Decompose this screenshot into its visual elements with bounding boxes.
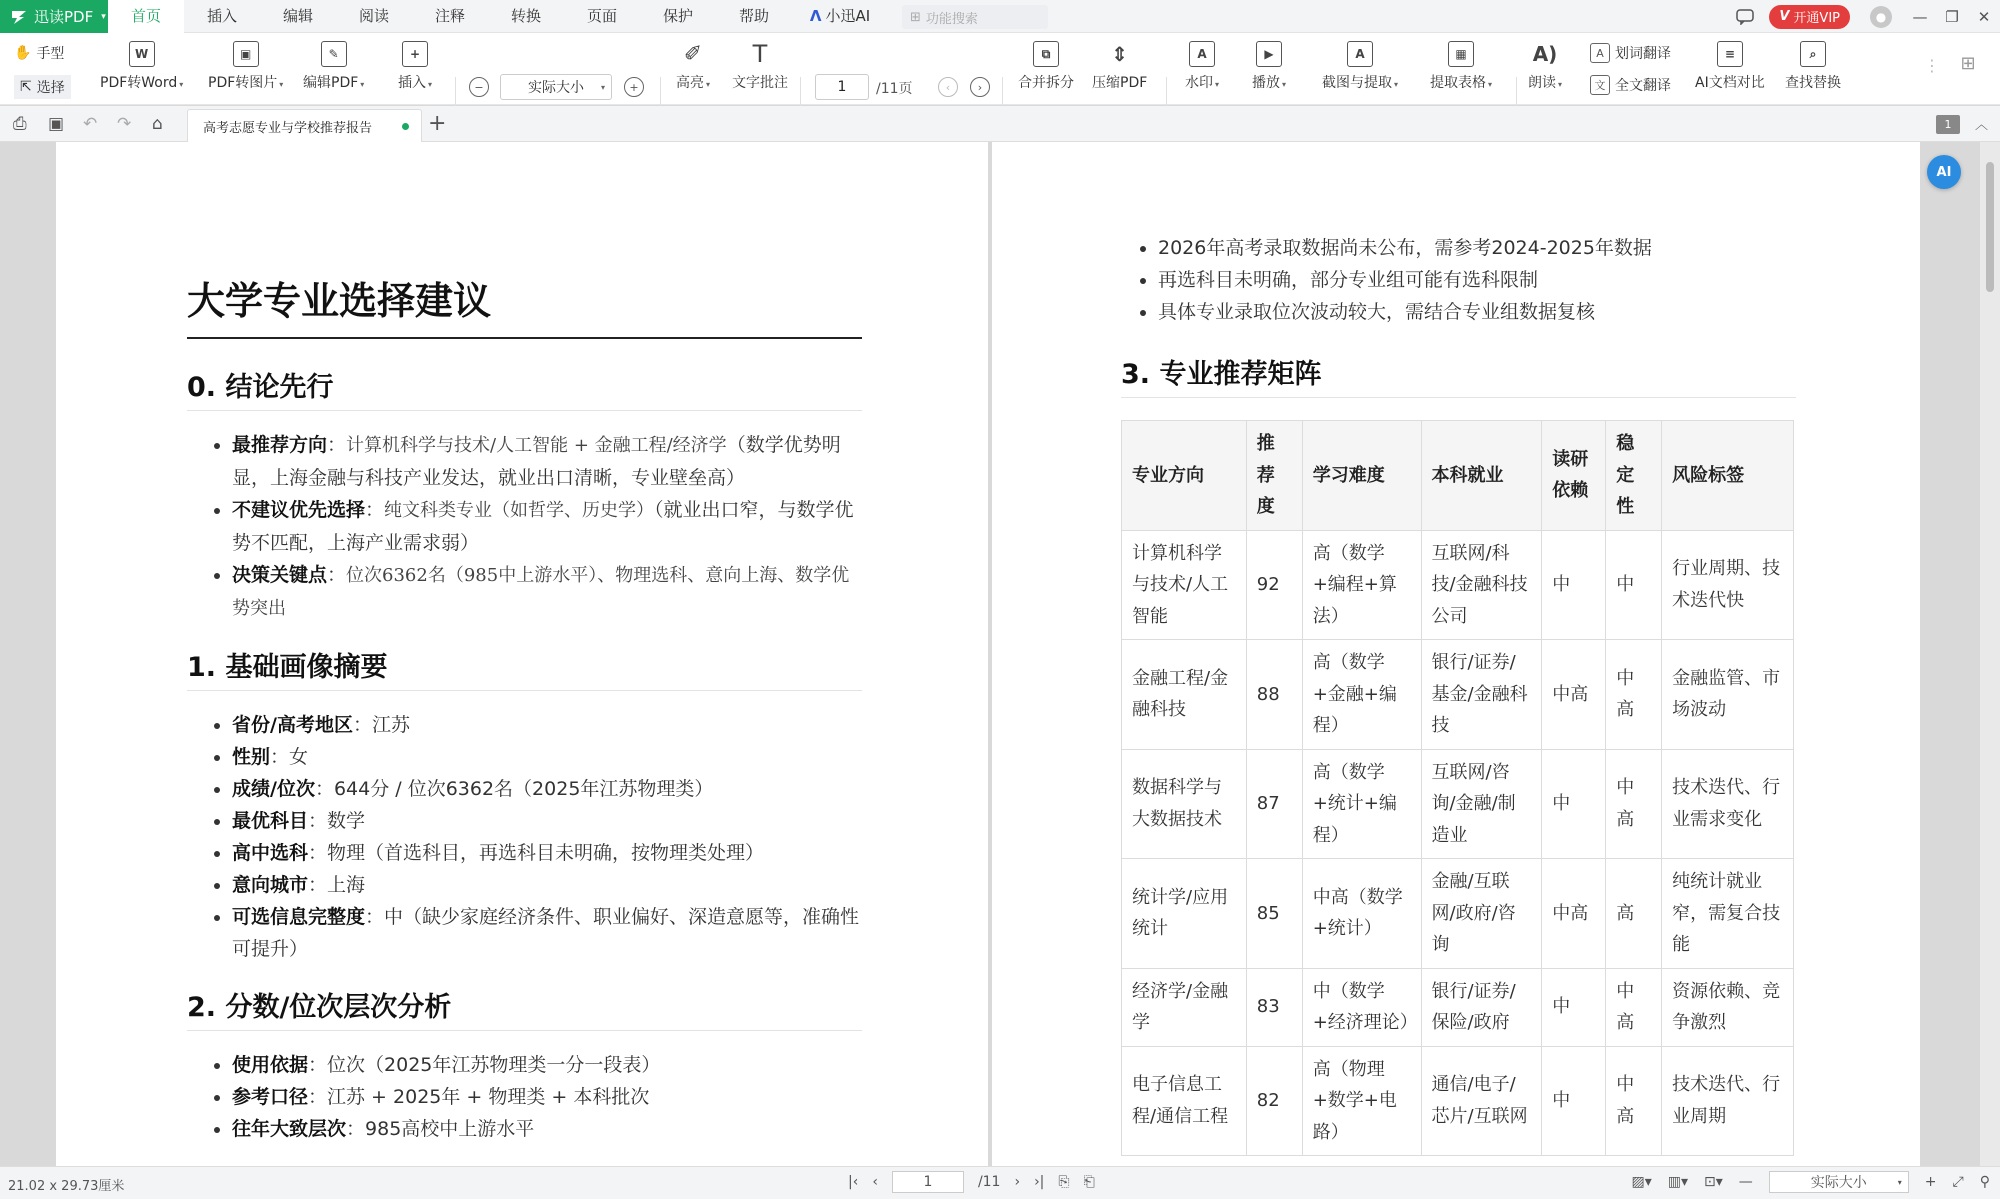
ai-compare-label: AI文档对比 xyxy=(1695,75,1765,91)
word-translate-button[interactable] xyxy=(1590,43,1671,63)
table-cell: 技术迭代、行业周期 xyxy=(1662,1046,1794,1156)
menu-ai[interactable] xyxy=(792,0,888,33)
ribbon-toolbar xyxy=(0,33,2000,105)
read-aloud-button[interactable] xyxy=(1528,41,1562,92)
text-note-icon: T xyxy=(752,40,768,68)
table-row xyxy=(1122,859,1794,969)
play-label: 播放 ▾ xyxy=(1252,75,1287,91)
app-name: 迅读PDF xyxy=(34,8,94,26)
table-icon: ▦ xyxy=(1448,41,1474,67)
highlight-button[interactable] xyxy=(676,41,710,92)
prev-page-icon[interactable]: ‹ xyxy=(872,1174,878,1190)
pdf-to-image-button[interactable] xyxy=(208,41,283,92)
table-row xyxy=(1122,749,1794,859)
table-cell: 金融监管、市场波动 xyxy=(1662,640,1794,750)
list-item: • 省份/高考地区：江苏 xyxy=(232,709,862,741)
compress-icon: ⇕ xyxy=(1111,42,1129,66)
page-2-content xyxy=(1121,232,1796,1156)
ai-compare-button[interactable] xyxy=(1695,41,1765,92)
column-header: 读研依赖 xyxy=(1542,421,1606,531)
table-cell: 经济学/金融学 xyxy=(1122,968,1247,1046)
speaker-icon: A) xyxy=(1532,42,1558,66)
screenshot-icon: A xyxy=(1347,41,1373,67)
undo-icon[interactable]: ↶ xyxy=(83,114,98,134)
table-cell: 88 xyxy=(1246,640,1302,750)
column-header: 稳定性 xyxy=(1606,421,1662,531)
status-page-input[interactable] xyxy=(892,1171,964,1193)
column-header: 学习难度 xyxy=(1302,421,1421,531)
table-cell: 电子信息工程/通信工程 xyxy=(1122,1046,1247,1156)
table-cell: 92 xyxy=(1246,530,1302,640)
redo-icon[interactable]: ↷ xyxy=(117,114,132,134)
menu-protect[interactable]: 保护 xyxy=(662,7,693,25)
profile-list xyxy=(187,709,862,965)
list-item: • 可选信息完整度：中（缺少家庭经济条件、职业偏好、深造意愿等，准确性可提升） xyxy=(232,901,862,965)
table-cell: 中高 xyxy=(1542,859,1606,969)
pdf-to-image-label: PDF转图片 ▾ xyxy=(208,75,284,91)
compress-label: 压缩PDF xyxy=(1092,75,1148,91)
menu-annotate[interactable]: 注释 xyxy=(434,7,465,25)
page-size-readout: 21.02 x 29.73厘米 xyxy=(8,1179,125,1194)
table-cell: 中 xyxy=(1606,530,1662,640)
list-item: • 参考口径：江苏 + 2025年 + 物理类 + 本科批次 xyxy=(232,1081,862,1113)
menu-edit[interactable]: 编辑 xyxy=(282,7,313,25)
select-tool[interactable] xyxy=(14,75,71,99)
score-analysis-list xyxy=(187,1049,862,1145)
watermark-button[interactable] xyxy=(1185,41,1219,92)
translate-icon: A xyxy=(1590,43,1610,63)
next-page-icon[interactable]: › xyxy=(970,77,990,97)
zoom-in-icon[interactable]: + xyxy=(624,77,644,97)
menu-bar xyxy=(0,0,2000,33)
print-icon[interactable]: ⎙ xyxy=(13,114,27,134)
more-icon[interactable]: ⋮ xyxy=(1924,55,1940,75)
page-total-label: /11页 xyxy=(876,81,913,97)
column-header: 推荐度 xyxy=(1246,421,1302,531)
list-item: • 最优科目：数学 xyxy=(232,805,862,837)
app-menu-button[interactable] xyxy=(0,0,108,33)
table-cell: 中高（数学+统计） xyxy=(1302,859,1421,969)
table-cell: 银行/证券/基金/金融科技 xyxy=(1421,640,1542,750)
list-item: • 不建议优先选择：纯文科类专业（如哲学、历史学）（就业出口窄，与数学优势不匹配，上海产业需求弱） xyxy=(232,494,862,559)
function-search[interactable] xyxy=(902,5,1048,29)
translate-icon: 文 xyxy=(1590,75,1610,95)
zoom-in-icon[interactable]: + xyxy=(1924,1174,1937,1190)
page-total xyxy=(876,78,913,98)
minimize-icon[interactable]: — xyxy=(1912,7,1928,26)
edit-pdf-label: 编辑PDF ▾ xyxy=(303,75,365,91)
list-item: • 成绩/位次：644分 / 位次6362名（2025年江苏物理类） xyxy=(232,773,862,805)
menu-home[interactable]: 首页 xyxy=(108,0,184,33)
page-current-value: 1 xyxy=(837,79,847,95)
edit-icon: ✎ xyxy=(321,41,347,67)
watermark-icon: A xyxy=(1189,41,1215,67)
app-logo-icon xyxy=(10,8,28,26)
menu-insert[interactable]: 插入 xyxy=(206,7,237,25)
grid-icon[interactable]: ⊞ xyxy=(1960,52,1976,74)
table-cell: 统计学/应用统计 xyxy=(1122,859,1247,969)
chevron-down-icon: ▾ xyxy=(1897,1177,1902,1187)
text-note-label: 文字批注 xyxy=(732,75,788,91)
compress-button[interactable] xyxy=(1092,41,1147,92)
table-cell: 中高 xyxy=(1606,749,1662,859)
close-icon[interactable]: ✕ xyxy=(1977,7,1991,26)
table-cell: 银行/证券/保险/政府 xyxy=(1421,968,1542,1046)
table-cell: 互联网/咨询/金融/制造业 xyxy=(1421,749,1542,859)
full-translate-label: 全文翻译 xyxy=(1615,78,1671,94)
table-cell: 中 xyxy=(1542,1046,1606,1156)
ai-logo-icon: Λ xyxy=(809,7,822,25)
pdf-page-1 xyxy=(56,142,988,1166)
page-mode-icon[interactable]: ⊡▾ xyxy=(1704,1174,1723,1190)
menu-page[interactable]: 页面 xyxy=(586,7,617,25)
status-bar xyxy=(0,1166,2000,1199)
prev-page-icon[interactable]: ‹ xyxy=(938,77,958,97)
menu-help[interactable]: 帮助 xyxy=(738,7,769,25)
chevron-down-icon: ▾ xyxy=(101,11,106,22)
table-cell: 中（数学+经济理论） xyxy=(1302,968,1421,1046)
save-icon[interactable]: ▣ xyxy=(48,114,65,134)
table-cell: 中 xyxy=(1542,749,1606,859)
grid-search-icon: ⊞ xyxy=(910,9,921,25)
background-color-icon[interactable]: ▨▾ xyxy=(1631,1174,1652,1190)
list-item: • 最推荐方向：计算机科学与技术/人工智能 + 金融工程/经济学（数学优势明显，上海金融与科技产业发达，就业出口清晰，专业壁垒高） xyxy=(232,429,862,494)
conclusion-list xyxy=(187,429,862,625)
table-row xyxy=(1122,640,1794,750)
zoom-select[interactable] xyxy=(500,74,612,100)
pin-icon[interactable]: ⚲ xyxy=(1979,1174,1990,1190)
first-page-icon[interactable]: |‹ xyxy=(848,1174,859,1190)
document-title: 大学专业选择建议 xyxy=(187,270,862,339)
table-cell: 金融/互联网/政府/咨询 xyxy=(1421,859,1542,969)
find-replace-label: 查找替换 xyxy=(1785,75,1841,91)
vip-button[interactable] xyxy=(1769,5,1850,29)
main-menu xyxy=(108,0,888,33)
table-cell: 行业周期、技术迭代快 xyxy=(1662,530,1794,640)
table-cell: 中高 xyxy=(1606,640,1662,750)
table-cell: 计算机科学与技术/人工智能 xyxy=(1122,530,1247,640)
play-button[interactable] xyxy=(1252,41,1286,92)
insert-label: 插入 ▾ xyxy=(398,75,433,91)
insert-button[interactable] xyxy=(398,41,432,92)
table-cell: 数据科学与大数据技术 xyxy=(1122,749,1247,859)
table-cell: 技术迭代、行业需求变化 xyxy=(1662,749,1794,859)
column-header: 风险标签 xyxy=(1662,421,1794,531)
column-header: 本科就业 xyxy=(1421,421,1542,531)
table-cell: 高（数学+编程+算法） xyxy=(1302,530,1421,640)
page-number-input[interactable] xyxy=(815,74,869,100)
table-row xyxy=(1122,1046,1794,1156)
table-cell: 高（数学+统计+编程） xyxy=(1302,749,1421,859)
find-replace-button[interactable] xyxy=(1785,41,1841,92)
screenshot-button[interactable] xyxy=(1322,41,1398,92)
word-icon: W xyxy=(129,41,155,67)
document-viewport[interactable] xyxy=(0,142,2000,1166)
section-heading-3: 3. 专业推荐矩阵 xyxy=(1121,352,1796,398)
major-recommendation-table xyxy=(1121,420,1794,1156)
zoom-value: 实际大小 xyxy=(528,80,584,96)
last-page-icon[interactable]: ›| xyxy=(1034,1174,1045,1190)
pdf-to-word-button[interactable] xyxy=(100,41,183,92)
page-navigation xyxy=(848,1171,1095,1193)
edit-pdf-button[interactable] xyxy=(303,41,364,92)
table-cell: 互联网/科技/金融科技公司 xyxy=(1421,530,1542,640)
list-item: • 2026年高考录取数据尚未公布，需参考2024-2025年数据 xyxy=(1158,232,1796,264)
document-tab-bar xyxy=(0,106,2000,142)
table-cell: 通信/电子/芯片/互联网 xyxy=(1421,1046,1542,1156)
image-icon: ▣ xyxy=(233,41,259,67)
section-heading-0: 0. 结论先行 xyxy=(187,365,862,411)
highlight-label: 高亮 ▾ xyxy=(676,75,711,91)
table-cell: 纯统计就业窄，需复合技能 xyxy=(1662,859,1794,969)
read-aloud-label: 朗读 ▾ xyxy=(1528,75,1563,91)
table-cell: 高（数学+金融+编程） xyxy=(1302,640,1421,750)
hand-icon: ✋ xyxy=(14,45,32,61)
table-row xyxy=(1122,968,1794,1046)
watermark-label: 水印 ▾ xyxy=(1185,75,1220,91)
fullscreen-icon[interactable]: ⤢ xyxy=(1952,1174,1964,1190)
table-cell: 金融工程/金融科技 xyxy=(1122,640,1247,750)
unsaved-dot-icon xyxy=(402,123,409,130)
vertical-scrollbar[interactable] xyxy=(1980,142,2000,1166)
table-cell: 中高 xyxy=(1606,1046,1662,1156)
select-tool-label: 选择 xyxy=(36,80,65,96)
list-item: • 决策关键点：位次6362名（985中上游水平）、物理选科、意向上海、数学优势突出 xyxy=(232,559,862,625)
view-controls xyxy=(1632,1171,1991,1193)
home-icon[interactable]: ⌂ xyxy=(152,114,163,134)
menu-read[interactable]: 阅读 xyxy=(358,7,389,25)
list-item: • 性别：女 xyxy=(232,741,862,773)
layout-icon[interactable]: ▥▾ xyxy=(1667,1174,1689,1190)
list-item: • 具体专业录取位次波动较大，需结合专业组数据复核 xyxy=(1158,296,1796,328)
status-zoom-select[interactable] xyxy=(1769,1171,1909,1193)
message-icon[interactable] xyxy=(1729,0,1761,33)
word-translate-label: 划词翻译 xyxy=(1615,46,1671,62)
text-note-button[interactable] xyxy=(732,41,788,92)
cursor-icon: ⇱ xyxy=(20,79,32,95)
highlight-icon: ✐ xyxy=(683,41,703,67)
page-1-content xyxy=(187,270,862,1145)
table-cell: 中 xyxy=(1542,968,1606,1046)
avatar[interactable]: ● xyxy=(1870,6,1892,28)
zoom-out-icon[interactable]: − xyxy=(469,77,489,97)
zoom-out-icon[interactable]: — xyxy=(1738,1174,1753,1190)
vip-icon: V xyxy=(1779,9,1790,24)
table-cell: 82 xyxy=(1246,1046,1302,1156)
vip-label: 开通VIP xyxy=(1793,11,1840,26)
table-cell: 中 xyxy=(1542,530,1606,640)
menu-convert[interactable]: 转换 xyxy=(510,7,541,25)
section-heading-2: 2. 分数/位次层次分析 xyxy=(187,985,862,1031)
table-row xyxy=(1122,530,1794,640)
table-cell: 高（物理+数学+电路） xyxy=(1302,1046,1421,1156)
list-item: • 使用依据：位次（2025年江苏物理类一分一段表） xyxy=(232,1049,862,1081)
tab-document[interactable] xyxy=(187,109,422,142)
list-item: • 高中选科：物理（首选科目，再选科目未明确，按物理类处理） xyxy=(232,837,862,869)
table-cell: 83 xyxy=(1246,968,1302,1046)
hand-tool[interactable] xyxy=(14,43,64,63)
column-header: 专业方向 xyxy=(1122,421,1247,531)
page-badge: 1 xyxy=(1936,115,1960,134)
table-cell: 高 xyxy=(1606,859,1662,969)
page-forward-icon[interactable]: ⎗ xyxy=(1083,1174,1095,1190)
merge-split-button[interactable] xyxy=(1018,41,1074,92)
status-zoom-value: 实际大小 xyxy=(1810,1175,1867,1191)
find-icon: ⌕ xyxy=(1800,41,1826,67)
hand-tool-label: 手型 xyxy=(36,46,65,62)
window-controls xyxy=(1729,0,2000,33)
pdf-to-word-label: PDF转Word ▾ xyxy=(100,75,184,91)
list-item: • 往年大致层次：985高校中上游水平 xyxy=(232,1113,862,1145)
status-page-total: /11 xyxy=(977,1174,1001,1190)
notes-list xyxy=(1113,232,1796,328)
menu-ai-label: 小迅AI xyxy=(825,7,871,25)
merge-icon: ⧉ xyxy=(1033,41,1059,67)
table-cell: 资源依赖、竞争激烈 xyxy=(1662,968,1794,1046)
page-back-icon[interactable]: ⎘ xyxy=(1058,1174,1070,1190)
chevron-down-icon: ▾ xyxy=(600,82,605,92)
function-search-placeholder: 功能搜索 xyxy=(925,11,978,27)
ai-assistant-icon[interactable]: AI xyxy=(1927,155,1961,189)
pdf-page-2 xyxy=(992,142,1920,1166)
list-item: • 再选科目未明确，部分专业组可能有选科限制 xyxy=(1158,264,1796,296)
tab-document-title: 高考志愿专业与学校推荐报告 xyxy=(203,120,373,136)
extract-table-button[interactable] xyxy=(1430,41,1492,92)
next-page-icon[interactable]: › xyxy=(1014,1174,1021,1190)
table-header-row xyxy=(1122,421,1794,531)
restore-icon[interactable]: ❐ xyxy=(1945,7,1959,26)
status-page-value: 1 xyxy=(923,1174,933,1190)
play-icon: ▶ xyxy=(1256,41,1282,67)
screenshot-label: 截图与提取 ▾ xyxy=(1322,75,1399,91)
extract-table-label: 提取表格 ▾ xyxy=(1430,75,1493,91)
scrollbar-thumb[interactable] xyxy=(1986,162,1994,292)
table-cell: 中高 xyxy=(1542,640,1606,750)
full-translate-button[interactable] xyxy=(1590,75,1671,95)
new-tab-icon[interactable]: + xyxy=(428,111,447,136)
insert-page-icon: + xyxy=(402,41,428,67)
table-cell: 85 xyxy=(1246,859,1302,969)
table-cell: 中高 xyxy=(1606,968,1662,1046)
section-heading-1: 1. 基础画像摘要 xyxy=(187,645,862,691)
table-cell: 87 xyxy=(1246,749,1302,859)
compare-icon: ≡ xyxy=(1717,41,1743,67)
list-item: • 意向城市：上海 xyxy=(232,869,862,901)
chevron-up-icon[interactable]: ︿ xyxy=(1974,118,1988,133)
merge-split-label: 合并拆分 xyxy=(1018,75,1074,91)
